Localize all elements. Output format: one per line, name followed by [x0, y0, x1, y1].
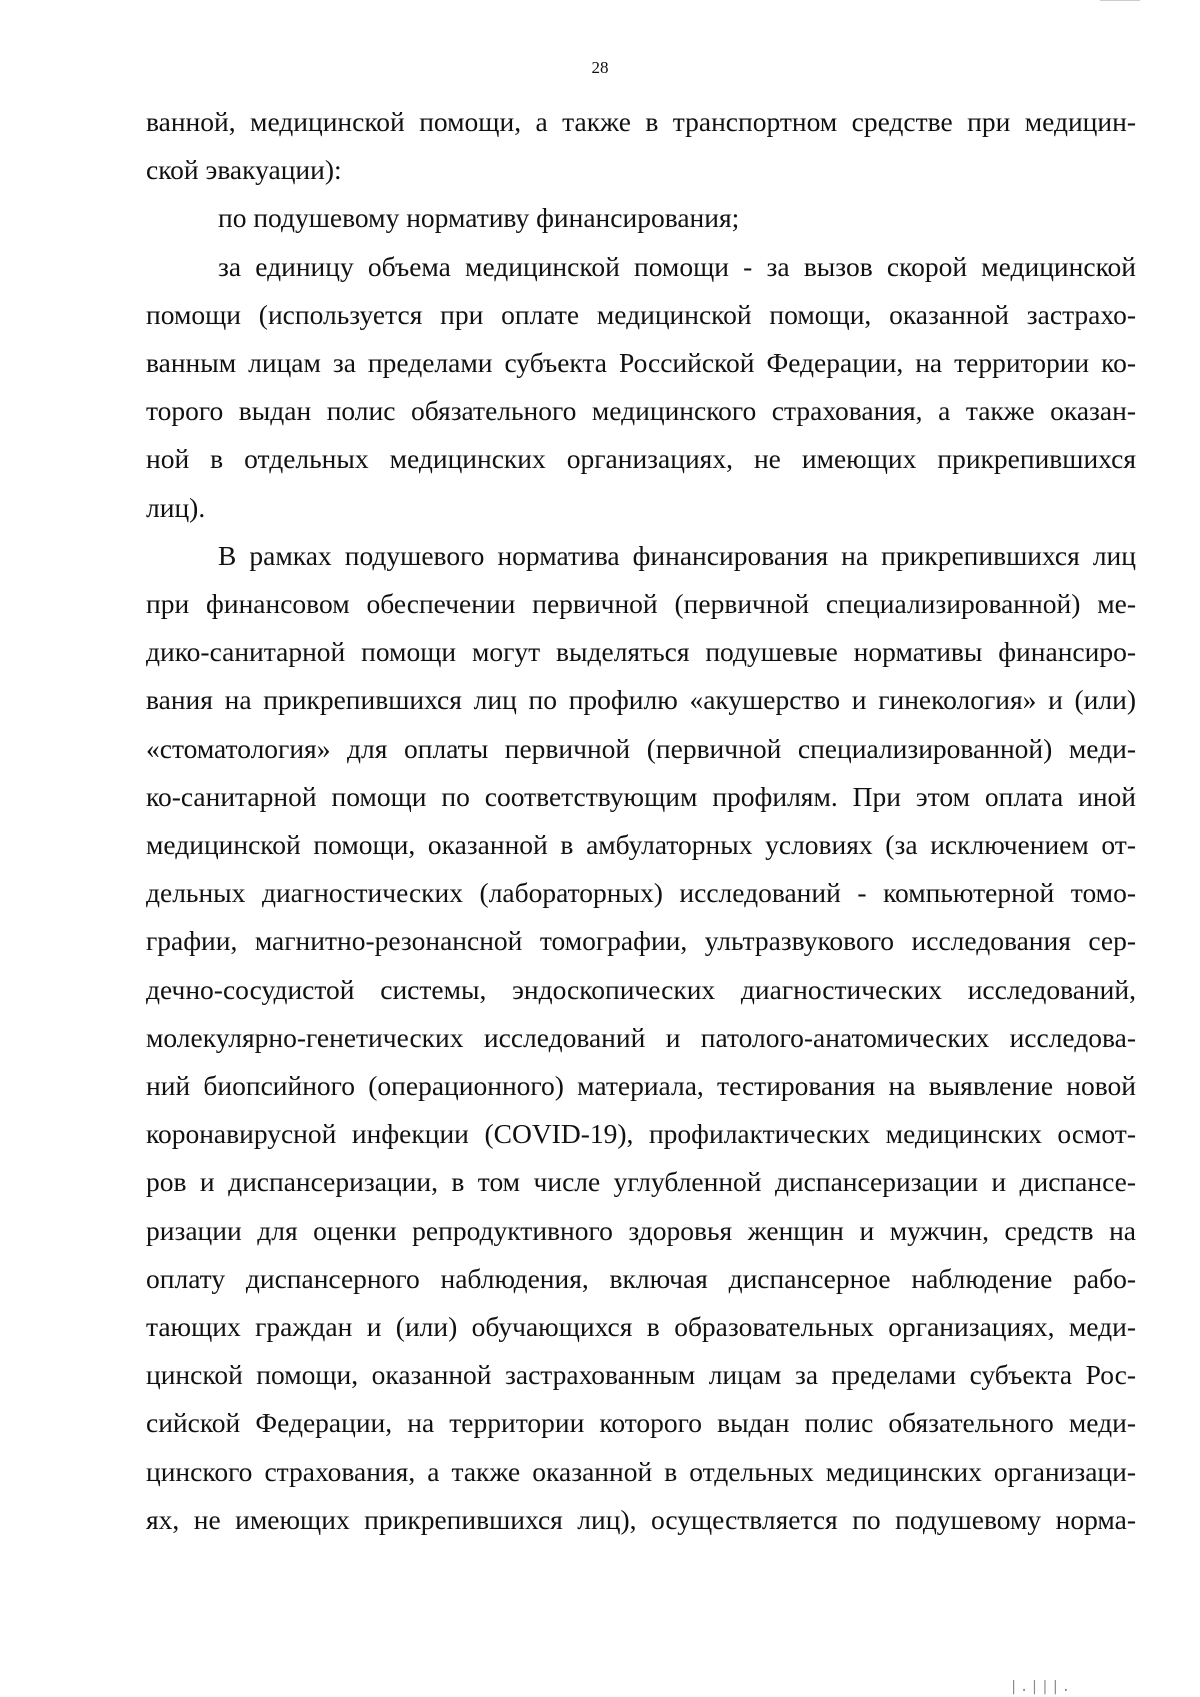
page-number: 28: [591, 58, 609, 77]
text-line: по подушевому нормативу финансирования;: [218, 202, 740, 234]
text-line: дечно-сосудистой системы, эндоскопических диагностических исследований,: [146, 973, 1136, 1005]
text-line: при финансовом обеспечении первичной (первичной специализированной) ме-: [146, 588, 1136, 620]
text-line: дико-санитарной помощи могут выделяться подушевые нормативы финансиро-: [146, 636, 1136, 668]
text-line: ванным лицам за пределами субъекта Российской Федерации, на территории ко-: [146, 347, 1136, 379]
text-line: молекулярно-генетических исследований и патолого-анатомических исследова-: [146, 1021, 1136, 1053]
text-line: «стоматология» для оплаты первичной (первичной специализированной) меди-: [146, 732, 1136, 764]
text-line: ской эвакуации):: [146, 154, 342, 186]
text-line: тающих граждан и (или) обучающихся в образовательных организациях, меди-: [146, 1311, 1136, 1343]
paragraph-3: [146, 243, 1136, 532]
text-line: В рамках подушевого норматива финансирования на прикрепившихся лиц: [218, 539, 1136, 571]
text-line: сийской Федерации, на территории которого выдан полис обязательного меди-: [146, 1407, 1136, 1439]
text-line: графии, магнитно-резонансной томографии, ультразвукового исследования сер-: [146, 925, 1136, 957]
text-line: торого выдан полис обязательного медицинского страхования, а также оказан-: [146, 395, 1136, 427]
paragraph-2: [146, 194, 1136, 242]
text-line: ванной, медицинской помощи, а также в транспортном средстве при медицин-: [146, 106, 1136, 137]
text-line: коронавирусной инфекции (COVID-19), профилактических медицинских осмот-: [146, 1118, 1136, 1150]
document-body: [146, 98, 1136, 1544]
text-line: цинской помощи, оказанной застрахованным лицам за пределами субъекта Рос-: [146, 1359, 1136, 1391]
text-line: ко-санитарной помощи по соответствующим профилям. При этом оплата иной: [146, 780, 1136, 812]
scan-edge-mark: [1100, 0, 1140, 7]
text-line: оплату диспансерного наблюдения, включая диспансерное наблюдение рабо-: [146, 1262, 1136, 1294]
text-line: медицинской помощи, оказанной в амбулаторных условиях (за исключением от-: [146, 829, 1136, 861]
paragraph-4: [146, 532, 1136, 1544]
scan-edge-mark-bottom: |.|||.: [1009, 1679, 1072, 1695]
text-line: ризации для оценки репродуктивного здоровья женщин и мужчин, средств на: [146, 1214, 1136, 1246]
paragraph-1: [146, 98, 1136, 194]
text-line: дельных диагностических (лабораторных) исследований - компьютерной томо-: [146, 877, 1136, 909]
text-line: помощи (используется при оплате медицинской помощи, оказанной застрахо-: [146, 298, 1136, 330]
text-line: ях, не имеющих прикрепившихся лиц), осуществляется по подушевому норма-: [146, 1503, 1136, 1535]
text-line: вания на прикрепившихся лиц по профилю «акушерство и гинекология» и (или): [146, 684, 1136, 716]
text-line: ров и диспансеризации, в том числе углубленной диспансеризации и диспансе-: [146, 1166, 1136, 1198]
text-line: за единицу объема медицинской помощи - за вызов скорой медицинской: [218, 250, 1136, 282]
text-line: лиц).: [146, 491, 206, 523]
text-line: ний биопсийного (операционного) материала, тестирования на выявление новой: [146, 1070, 1136, 1102]
text-line: цинского страхования, а также оказанной в отдельных медицинских организаци-: [146, 1455, 1136, 1487]
text-line: ной в отдельных медицинских организациях, не имеющих прикрепившихся: [146, 443, 1136, 475]
